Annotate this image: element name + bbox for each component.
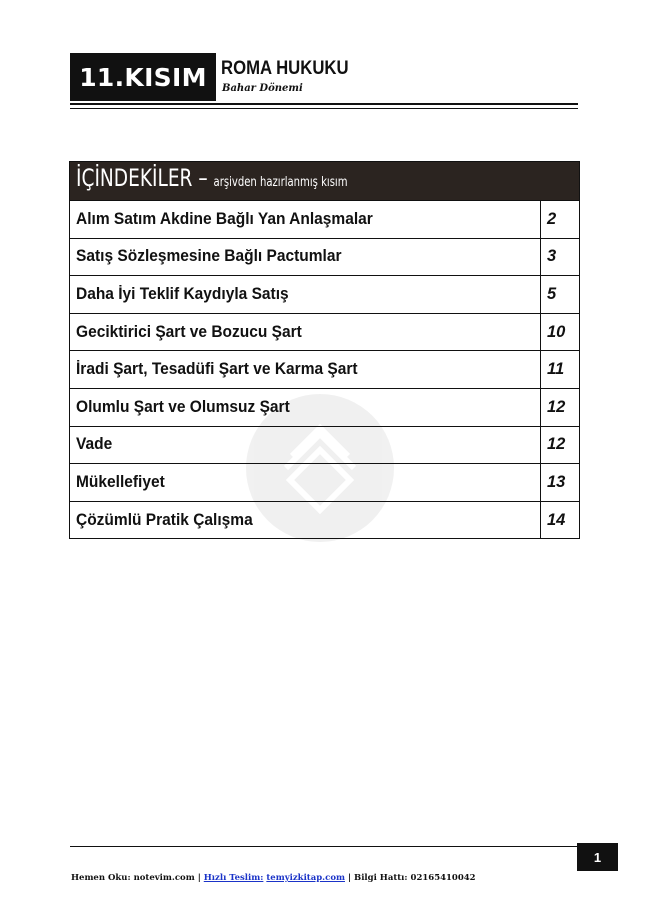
toc-entry-title	[70, 239, 541, 276]
toc-entry-title-text: Satış Sözleşmesine Bağlı Pactumlar	[76, 247, 342, 266]
toc-entry-page: 5	[547, 284, 557, 303]
toc-entry-title	[70, 276, 541, 313]
footer-separator: |	[197, 873, 201, 883]
toc-heading	[70, 162, 579, 200]
footer-link-temyizkitap[interactable]: temyizkitap.com	[266, 873, 345, 883]
toc-entry-title	[70, 389, 541, 426]
toc-row[interactable]	[70, 426, 579, 464]
footer-label-phone: Bilgi Hattı:	[354, 873, 408, 883]
table-of-contents	[69, 161, 580, 539]
footer-label-read: Hemen Oku:	[71, 873, 131, 883]
toc-rows	[70, 200, 579, 538]
header-divider-thin	[70, 108, 578, 109]
toc-heading-title: İÇİNDEKİLER –	[76, 164, 208, 192]
toc-row[interactable]	[70, 313, 579, 351]
toc-entry-title-text: Geciktirici Şart ve Bozucu Şart	[76, 322, 302, 341]
footer-phone-number: 02165410042	[410, 873, 476, 883]
toc-entry-page: 13	[547, 472, 566, 491]
toc-entry-page: 14	[547, 510, 566, 529]
toc-entry-title	[70, 502, 541, 539]
toc-entry-title	[70, 464, 541, 501]
footer-divider	[70, 846, 618, 847]
toc-entry-title-text: Daha İyi Teklif Kaydıyla Satış	[76, 284, 289, 303]
toc-entry-title-text: Mükellefiyet	[76, 472, 165, 491]
footer-site-notevim[interactable]: notevim.com	[133, 873, 195, 883]
toc-entry-page: 11	[547, 360, 565, 379]
toc-entry-title-text: Alım Satım Akdine Bağlı Yan Anlaşmalar	[76, 209, 373, 228]
toc-entry-title	[70, 351, 541, 388]
toc-entry-page: 3	[547, 247, 557, 266]
footer-info	[71, 873, 476, 883]
toc-row[interactable]	[70, 388, 579, 426]
toc-entry-page: 12	[547, 435, 566, 454]
section-label: 11.KISIM	[79, 62, 207, 92]
document-title: ROMA HUKUKU	[221, 58, 349, 79]
toc-entry-page: 2	[547, 209, 557, 228]
footer-separator: |	[347, 873, 352, 883]
toc-row[interactable]	[70, 275, 579, 313]
toc-entry-title	[70, 314, 541, 351]
toc-entry-title-text: İradi Şart, Tesadüfi Şart ve Karma Şart	[76, 360, 358, 379]
toc-entry-title-text: Vade	[76, 435, 113, 454]
toc-row[interactable]	[70, 350, 579, 388]
toc-entry-title	[70, 201, 541, 238]
toc-entry-title	[70, 427, 541, 464]
toc-row[interactable]	[70, 238, 579, 276]
toc-entry-page: 10	[547, 322, 566, 341]
toc-entry-page: 12	[547, 397, 566, 416]
page-number-badge	[577, 843, 618, 871]
toc-heading-note: arşivden hazırlanmış kısım	[213, 175, 348, 190]
page-number: 1	[593, 849, 602, 865]
header-divider	[70, 103, 578, 105]
toc-row[interactable]	[70, 501, 579, 539]
toc-entry-title-text: Çözümlü Pratik Çalışma	[76, 510, 253, 529]
footer-label-delivery[interactable]: Hızlı Teslim:	[203, 873, 264, 883]
toc-row[interactable]	[70, 463, 579, 501]
toc-row[interactable]	[70, 200, 579, 238]
toc-entry-title-text: Olumlu Şart ve Olumsuz Şart	[76, 397, 290, 416]
section-badge	[70, 53, 216, 101]
document-subtitle: Bahar Dönemi	[222, 83, 303, 94]
